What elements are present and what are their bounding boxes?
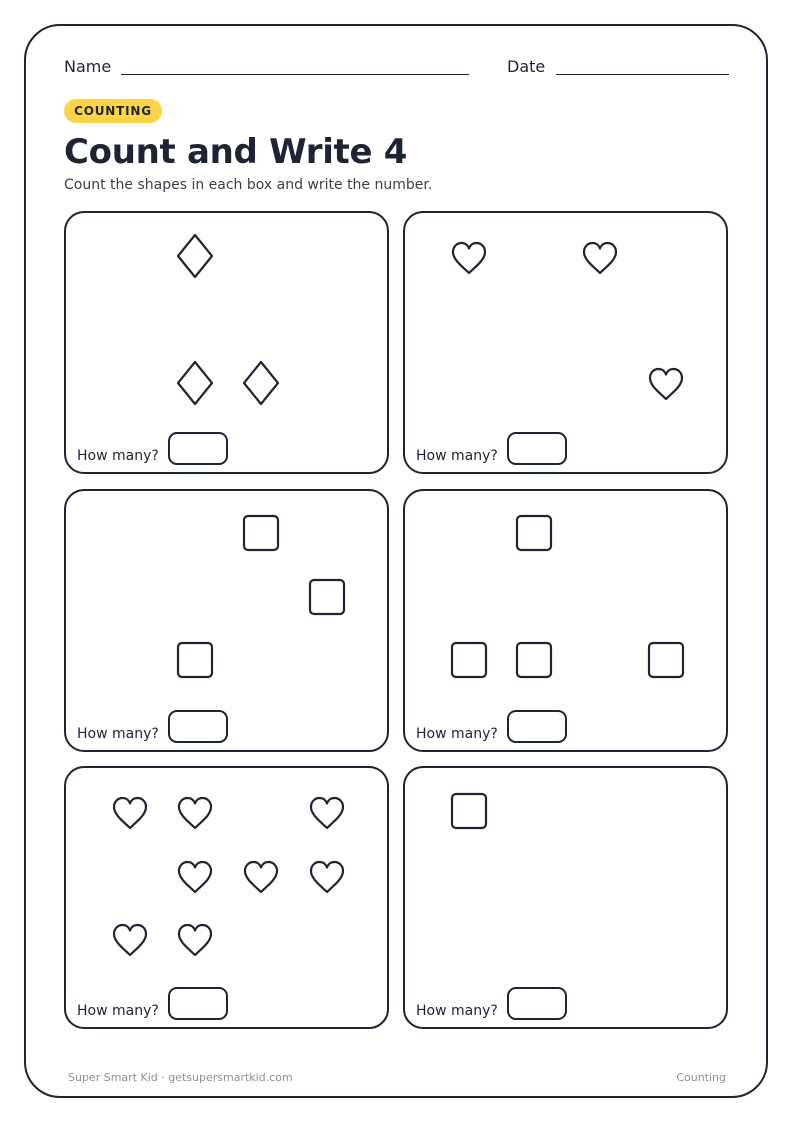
how-many-label: How many?: [416, 726, 498, 742]
square-icon: [310, 580, 344, 614]
heart-icon: [311, 862, 343, 892]
shapes-area: [403, 766, 728, 1029]
worksheet-instructions: Count the shapes in each box and write the number.: [64, 177, 433, 193]
heart-icon: [179, 925, 211, 955]
square-icon: [244, 516, 278, 550]
diamond-icon: [244, 362, 278, 404]
name-label: Name: [64, 57, 112, 76]
heart-icon: [584, 243, 616, 273]
how-many-label: How many?: [77, 448, 159, 464]
answer-input-box[interactable]: [168, 710, 228, 743]
shapes-area: [403, 211, 728, 474]
footer-site-credit: Super Smart Kid · getsupersmartkid.com: [68, 1071, 293, 1084]
square-icon: [649, 643, 683, 677]
date-write-line[interactable]: [556, 74, 729, 75]
shapes-area: [64, 489, 389, 752]
name-write-line[interactable]: [121, 74, 469, 75]
how-many-label: How many?: [416, 448, 498, 464]
heart-icon: [311, 798, 343, 828]
heart-icon: [179, 862, 211, 892]
shapes-area: [64, 211, 389, 474]
counting-box-4: [403, 489, 728, 752]
square-icon: [452, 794, 486, 828]
worksheet-title: Count and Write 4: [64, 132, 408, 172]
footer-topic: Counting: [676, 1071, 726, 1084]
counting-box-6: [403, 766, 728, 1029]
counting-box-2: [403, 211, 728, 474]
how-many-label: How many?: [77, 726, 159, 742]
heart-icon: [179, 798, 211, 828]
counting-box-3: [64, 489, 389, 752]
how-many-label: How many?: [416, 1003, 498, 1019]
square-icon: [517, 643, 551, 677]
heart-icon: [114, 925, 146, 955]
diamond-icon: [178, 235, 212, 277]
category-badge: COUNTING: [64, 99, 162, 123]
shapes-area: [64, 766, 389, 1029]
answer-input-box[interactable]: [507, 432, 567, 465]
square-icon: [517, 516, 551, 550]
heart-icon: [650, 369, 682, 399]
counting-box-5: [64, 766, 389, 1029]
answer-input-box[interactable]: [507, 987, 567, 1020]
how-many-label: How many?: [77, 1003, 159, 1019]
heart-icon: [114, 798, 146, 828]
answer-input-box[interactable]: [168, 987, 228, 1020]
diamond-icon: [178, 362, 212, 404]
date-label: Date: [507, 57, 546, 76]
counting-box-1: [64, 211, 389, 474]
square-icon: [178, 643, 212, 677]
answer-input-box[interactable]: [168, 432, 228, 465]
square-icon: [452, 643, 486, 677]
heart-icon: [453, 243, 485, 273]
heart-icon: [245, 862, 277, 892]
shapes-area: [403, 489, 728, 752]
answer-input-box[interactable]: [507, 710, 567, 743]
